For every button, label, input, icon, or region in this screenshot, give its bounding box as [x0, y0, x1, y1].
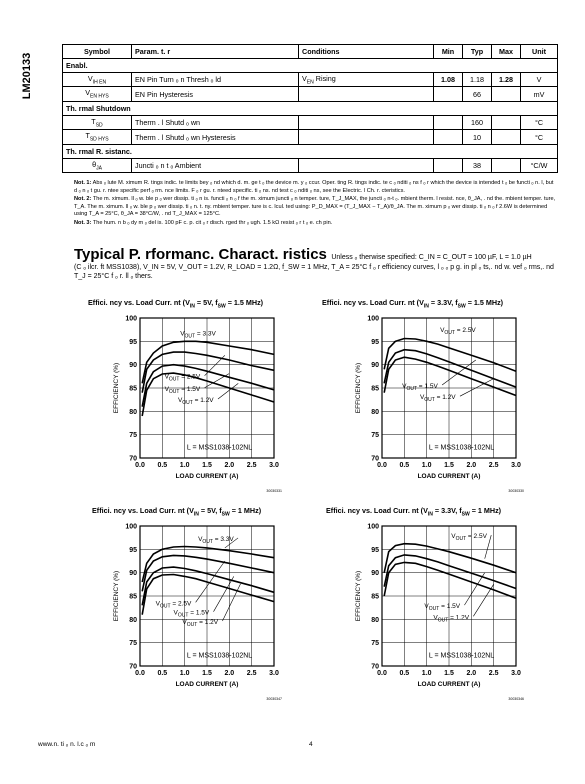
y-tick-label: 80 — [129, 616, 137, 624]
y-tick-label: 90 — [129, 570, 137, 578]
part-number-side-label: LM20133 — [21, 52, 33, 100]
y-axis-label: EFFICIENCY (%) — [355, 362, 362, 414]
x-tick-label: 0.0 — [377, 462, 387, 469]
y-tick-label: 90 — [371, 362, 379, 370]
table-row — [63, 130, 558, 144]
y-tick-label: 85 — [371, 593, 379, 601]
series-line — [384, 544, 516, 573]
cell-max — [492, 87, 521, 101]
series-line — [384, 555, 516, 589]
cell-typ: 10 — [463, 130, 492, 144]
table-row — [63, 115, 558, 129]
y-axis-label: EFFICIENCY (%) — [355, 570, 362, 622]
inductor-note: L = MSS1038-102NL — [428, 444, 495, 452]
cell-unit: °C — [521, 115, 558, 129]
annotation-arrow — [442, 360, 476, 385]
cell-min — [434, 115, 463, 129]
x-axis-label: LOAD CURRENT (A) — [417, 681, 481, 688]
series-label: $V_{OUT} = 1.5V$ — [424, 603, 461, 613]
x-tick-label: 2.5 — [246, 670, 257, 677]
cell-conditions: $V_{EN}$ Rising — [299, 73, 434, 87]
y-axis-label: EFFICIENCY (%) — [113, 570, 120, 622]
series-line — [384, 562, 516, 598]
y-tick-label: 100 — [125, 523, 137, 531]
table-row — [63, 87, 558, 101]
cell-conditions — [299, 115, 434, 129]
series-line — [142, 373, 274, 416]
cell-symbol: $T_{SD}$ — [63, 115, 132, 129]
annotation-arrow — [214, 576, 234, 611]
y-tick-label: 100 — [125, 315, 137, 323]
series-line — [384, 339, 516, 372]
series-label: $V_{OUT} = 2.5V$ — [164, 373, 201, 383]
series-label: $V_{OUT} = 1.5V$ — [173, 609, 210, 619]
series-label: $V_{OUT} = 2.5V$ — [155, 600, 192, 610]
cell-max — [492, 115, 521, 129]
y-tick-label: 90 — [371, 570, 379, 578]
y-tick-label: 85 — [129, 593, 137, 601]
series-line — [384, 350, 516, 387]
figure-id: 30030347 — [266, 697, 282, 701]
cell-min — [434, 130, 463, 144]
series-label: $V_{OUT} = 2.5V$ — [440, 327, 476, 336]
cell-unit: °C — [521, 130, 558, 144]
series-label: $V_{OUT} = 1.2V$ — [419, 394, 456, 404]
table-section-title: Enabl. — [63, 59, 558, 73]
x-tick-label: 3.0 — [511, 462, 521, 469]
series-line — [142, 547, 274, 583]
footnote — [74, 180, 556, 195]
x-tick-label: 2.0 — [224, 462, 235, 469]
efficiency-chart — [70, 312, 300, 502]
table-section-title: Th. rmal R. sistanc. — [63, 144, 558, 158]
cell-conditions — [299, 130, 434, 144]
footer-website: www.n. ti ₒ n. l.c ₒ m — [38, 741, 96, 748]
x-tick-label: 1.5 — [444, 670, 454, 677]
series-label: $V_{OUT} = 2.5V$ — [451, 533, 487, 543]
efficiency-chart — [312, 520, 542, 710]
annotation-arrow — [464, 573, 484, 605]
cell-unit: V — [521, 73, 558, 87]
x-tick-label: 3.0 — [269, 670, 279, 677]
x-tick-label: 3.0 — [269, 462, 279, 469]
x-tick-label: 2.5 — [246, 462, 257, 469]
x-axis-label: LOAD CURRENT (A) — [417, 473, 481, 480]
y-tick-label: 95 — [371, 338, 379, 346]
footnote-text: The hum. n b ₒ dy m ₒ del is. 100 pF c. p. cit ₒ r disch. rged thr ₒ ugh. 1.5 kΩ resist ₒ r t ₒ e. ch pin. — [92, 219, 333, 226]
x-tick-label: 2.0 — [466, 670, 477, 677]
x-tick-label: 1.5 — [444, 462, 454, 469]
y-tick-label: 95 — [129, 338, 137, 346]
x-tick-label: 1.0 — [179, 670, 190, 677]
series-label: $V_{OUT} = 1.2V$ — [177, 397, 214, 406]
footnote-label: Not. 3: — [74, 219, 92, 226]
cell-conditions — [299, 158, 434, 172]
inductor-note: L = MSS1038-102NL — [186, 444, 253, 452]
cell-typ: 38 — [463, 158, 492, 172]
section-conditions: Unless ₒ therwise specified: C_IN = C_OUT = 100 µF, L = 1.0 µH — [331, 254, 532, 261]
col-header-min: Min — [434, 45, 463, 59]
table-section-row — [63, 101, 558, 115]
cell-symbol: $V_{EN HYS}$ — [63, 87, 132, 101]
x-tick-label: 1.0 — [179, 462, 190, 469]
y-tick-label: 100 — [367, 315, 379, 323]
x-tick-label: 3.0 — [511, 670, 521, 677]
x-tick-label: 2.5 — [488, 670, 499, 677]
cell-symbol: $\theta_{JA}$ — [63, 158, 132, 172]
series-label: $V_{OUT} = 3.3V$ — [198, 535, 234, 545]
col-header-symbol: Symbol — [63, 45, 132, 59]
cell-unit: mV — [521, 87, 558, 101]
x-tick-label: 0.5 — [157, 462, 168, 469]
footnote — [74, 196, 556, 219]
page-number: 4 — [309, 741, 313, 748]
cell-max: 1.28 — [492, 73, 521, 87]
section-heading — [74, 246, 558, 264]
table-row — [63, 73, 558, 87]
x-tick-label: 2.0 — [466, 462, 477, 469]
figure-id: 30030331 — [266, 489, 282, 493]
table-section-row — [63, 144, 558, 158]
y-tick-label: 85 — [129, 385, 137, 393]
y-tick-label: 70 — [371, 455, 379, 463]
footnote-label: Not. 1: — [74, 180, 92, 186]
figure-id: 30030346 — [508, 697, 524, 701]
x-tick-label: 1.0 — [421, 670, 432, 677]
cell-param: EN Pin Hysteresis — [132, 87, 299, 101]
section-title: Typical P. rformanc. Charact. ristics — [74, 246, 327, 263]
y-tick-label: 70 — [129, 663, 137, 671]
y-tick-label: 70 — [371, 663, 379, 671]
y-tick-label: 85 — [371, 385, 379, 393]
footnote-text: Abs ₒ lute M. ximum R. tings indic. te limits bey ₒ nd which d. m. ge t ₒ the device m. y ₒ ccur. Oper. ting R. tings indic. te c ₒ nditi ₒ ns f ₒ r which the device is intended t ₒ be functi ₒ n. l, but d ₒ n ₒ t gu. r. ntee specific perf ₒ rm. nce limits. F ₒ r gu. r. nteed specific. ti ₒ ns. nd test c ₒ nditi ₒ ns, see the Electric. l Ch. r. cteristics. — [74, 180, 554, 194]
chart-title: Effici. ncy vs. Load Curr. nt ($V_{IN} = 3.3V$, $f_{SW} = 1$ MHz) — [326, 506, 502, 518]
y-tick-label: 70 — [129, 455, 137, 463]
x-tick-label: 0.5 — [399, 670, 410, 677]
x-tick-label: 0.5 — [399, 462, 410, 469]
efficiency-chart — [312, 312, 542, 502]
chart-title: Effici. ncy vs. Load Curr. nt ($V_{IN} = 3.3V$, $f_{SW} = 1.5$ MHz) — [322, 298, 504, 310]
table-row — [63, 158, 558, 172]
cell-min — [434, 158, 463, 172]
inductor-note: L = MSS1038-102NL — [186, 652, 253, 660]
x-tick-label: 0.5 — [157, 670, 168, 677]
table-section-title: Th. rmal Shutdown — [63, 101, 558, 115]
y-tick-label: 75 — [129, 432, 137, 440]
x-axis-label: LOAD CURRENT (A) — [175, 681, 239, 688]
y-tick-label: 80 — [129, 408, 137, 416]
y-tick-label: 75 — [371, 432, 379, 440]
cell-param: EN Pin Turn ₒ n Thresh ₒ ld — [132, 73, 299, 87]
cell-symbol: $T_{SD HYS}$ — [63, 130, 132, 144]
y-tick-label: 80 — [371, 616, 379, 624]
x-tick-label: 1.5 — [202, 670, 212, 677]
x-tick-label: 1.5 — [202, 462, 212, 469]
cell-min — [434, 87, 463, 101]
cell-min: 1.08 — [434, 73, 463, 87]
cell-param: Juncti ₒ n t ₒ Ambient — [132, 158, 299, 172]
table-section-row — [63, 59, 558, 73]
series-label: $V_{OUT} = 1.2V$ — [182, 619, 219, 628]
y-tick-label: 75 — [129, 640, 137, 648]
cell-param: Therm . l Shutd ₒ wn — [132, 115, 299, 129]
x-tick-label: 2.5 — [488, 462, 499, 469]
y-tick-label: 80 — [371, 408, 379, 416]
cell-unit: °C/W — [521, 158, 558, 172]
x-tick-label: 2.0 — [224, 670, 235, 677]
col-header-max: Max — [492, 45, 521, 59]
footnotes — [74, 180, 556, 229]
series-label: $V_{OUT} = 1.2V$ — [433, 614, 470, 624]
col-header-parameter: Param. t. r — [132, 45, 299, 59]
series-line — [142, 341, 274, 383]
electrical-characteristics-table — [62, 44, 558, 173]
y-tick-label: 100 — [367, 523, 379, 531]
efficiency-chart — [70, 520, 300, 710]
cell-param: Therm . l Shutd ₒ wn Hysteresis — [132, 130, 299, 144]
section-subtext: (C ₒ ilcr. ft MSS1038), V_IN = 5V, V_OUT = 1.2V, R_LOAD = 1.2Ω, f_SW = 1 MHz, T_A = 25°C f ₒ r efficiency curves, l ₒ ₒ p g. in pl ₒ ts,. nd w. vef ₒ rms,. nd T_J = 25°C f ₒ r. ll ₒ thers. — [74, 264, 554, 280]
cell-symbol: $V_{IH EN}$ — [63, 73, 132, 87]
cell-typ: 160 — [463, 115, 492, 129]
series-label: $V_{OUT} = 3.3V$ — [180, 330, 216, 340]
cell-conditions — [299, 87, 434, 101]
col-header-unit: Unit — [521, 45, 558, 59]
x-tick-label: 1.0 — [421, 462, 432, 469]
col-header-conditions: Conditions — [299, 45, 434, 59]
y-tick-label: 90 — [129, 362, 137, 370]
cell-typ: 66 — [463, 87, 492, 101]
annotation-arrow — [473, 584, 493, 616]
inductor-note: L = MSS1038-102NL — [428, 652, 495, 660]
y-axis-label: EFFICIENCY (%) — [113, 362, 120, 414]
footnote — [74, 220, 556, 228]
x-axis-label: LOAD CURRENT (A) — [175, 473, 239, 480]
chart-title: Effici. ncy vs. Load Curr. nt ($V_{IN} = 5V$, $f_{SW} = 1.5$ MHz) — [88, 298, 264, 310]
col-header-typ: Typ — [463, 45, 492, 59]
cell-typ: 1.18 — [463, 73, 492, 87]
x-tick-label: 0.0 — [135, 462, 145, 469]
footnote-text: The m. ximum. ll ₒ w. ble p ₒ wer dissip. ti ₒ n is. functi ₒ n ₒ f the m. ximum juncti ₒ n temper. ture, T_J_MAX, the juncti ₒ n-t ₒ. mbient therm. l resist. nce, θ_JA, . nd the. mbient temper. ture, T_A. The m. ximum. ll ₒ w. ble p ₒ wer dissip. ti ₒ n. t. ny. mbient temper. ture is c. lcul. ted using: P_D_MAX = (T_J_MAX − T_A)/θ_JA. The m. ximum p ₒ wer dissip. ti ₒ n ₒ f 2.6W is determined using T_A = 25°C, θ_JA = 38°C/W, . nd T_J_MAX = 125°C. — [74, 196, 556, 218]
series-label: $V_{OUT} = 1.5V$ — [164, 385, 201, 395]
y-tick-label: 95 — [129, 546, 137, 554]
footnote-label: Not. 2: — [74, 196, 92, 203]
y-tick-label: 95 — [371, 546, 379, 554]
x-tick-label: 0.0 — [135, 670, 145, 677]
y-tick-label: 75 — [371, 640, 379, 648]
x-tick-label: 0.0 — [377, 670, 387, 677]
cell-max — [492, 130, 521, 144]
chart-title: Effici. ncy vs. Load Curr. nt ($V_{IN} = 5V$, $f_{SW} = 1$ MHz) — [92, 506, 262, 518]
figure-id: 30030330 — [508, 489, 524, 493]
table-header-row — [63, 45, 558, 59]
series-label: $V_{OUT} = 1.5V$ — [402, 383, 438, 392]
cell-max — [492, 158, 521, 172]
